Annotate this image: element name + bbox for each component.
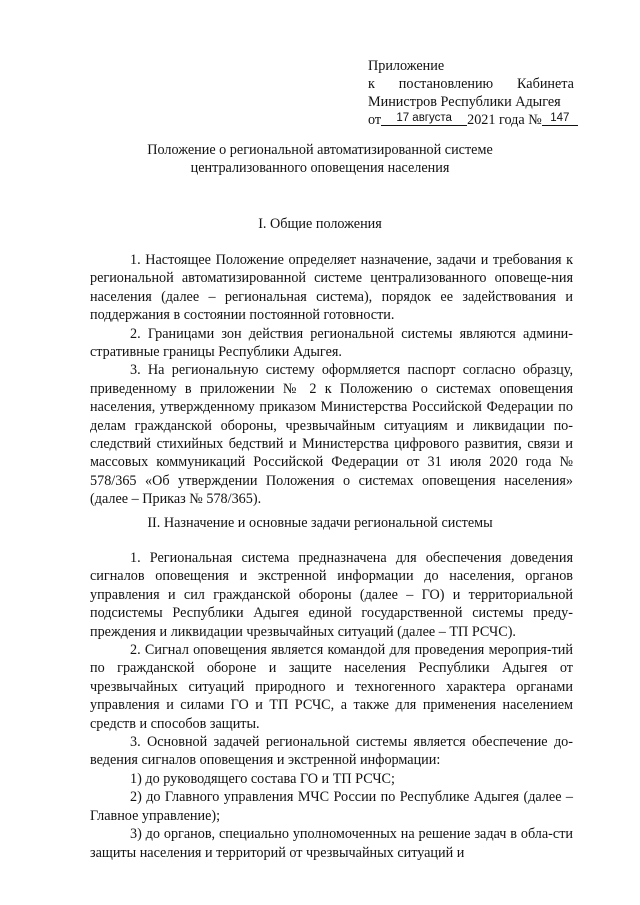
- appendix-number: 147: [542, 112, 578, 126]
- section-2-list-item: 2) до Главного управления МЧС России по Республике Адыгея (далее – Главное управление);: [90, 789, 573, 824]
- appendix-year: 2021 года №: [467, 112, 542, 128]
- appendix-resolution-line: [368, 75, 574, 93]
- section-1-body: [90, 251, 573, 509]
- section-2-paragraph: 1. Региональная система предназначена для обеспечения доведения сигналов оповещения и экстренной информации до населения, органов управления и сил гражданской обороны (далее – ГО) и территориальной подсистемы Республики Адыгея единой государственной системы преду-преждения и ликвидации чрезвычайных ситуаций (далее – ТП РСЧС).: [90, 550, 573, 640]
- appendix-date-line: [368, 111, 574, 129]
- section-2-list-item: 1) до руководящего состава ГО и ТП РСЧС;: [130, 770, 395, 787]
- section-2-heading: II. Назначение и основные задачи региональной системы: [147, 515, 493, 531]
- appendix-block: [368, 57, 574, 129]
- section-2-list-item: 3) до органов, специально уполномоченных на решение задач в обла-сти защиты населения и территорий от чрезвычайных ситуаций и: [90, 826, 573, 861]
- title-line-1: Положение о региональной автоматизированной системе: [147, 142, 493, 158]
- appendix-word-resolution: постановлению: [398, 76, 494, 92]
- appendix-prefix-from: от: [368, 112, 382, 128]
- document-title: [90, 141, 550, 177]
- section-1-heading: I. Общие положения: [258, 216, 382, 232]
- section-2-paragraph: 3. Основной задачей региональной системы является обеспечение до-ведения сигналов оповещения и экстренной информации:: [90, 734, 573, 769]
- appendix-label: Приложение: [368, 58, 445, 74]
- title-line-2: централизованного оповещения населения: [190, 160, 450, 176]
- section-2-paragraph: 2. Сигнал оповещения является командой для проведения мероприя-тий по гражданской обороне и защите населения Республики Адыгея от чрезвычайных ситуаций природного и техногенного характера органами управления и силами ГО и ТП РСЧС, а также для применения населением средств и способов защиты.: [90, 642, 573, 732]
- appendix-date: 17 августа: [381, 112, 467, 126]
- section-1-paragraph: 2. Границами зон действия региональной системы являются админи-стративные границы Республики Адыгея.: [90, 325, 573, 361]
- section-1-paragraph: 3. На региональную систему оформляется паспорт согласно образцу, приведенному в приложении № 2 к Положению о системах оповещения населения, утвержденному приказом Министерства Российской Федерации по делам гражданской обороны, чрезвычайным ситуациям и ликвидации по-следствий стихийных бедствий и Министерства цифрового развития, связи и массовых коммуникаций Российской Федерации от 31 июля 2020 года № 578/365 «Об утверждении Положения о системах оповещения населения» (далее – Приказ № 578/365).: [90, 362, 573, 508]
- appendix-word-cabinet: Кабинета: [517, 76, 574, 92]
- appendix-word-k: к: [368, 76, 375, 92]
- appendix-ministers-line: Министров Республики Адыгея: [368, 94, 561, 110]
- section-2-body: [90, 549, 573, 862]
- section-1-paragraph: 1. Настоящее Положение определяет назначение, задачи и требования к региональной автоматизированной системе централизованного оповеще-ния населения (далее – региональная система), порядок ее задействования и поддержания в состоянии постоянной готовности.: [90, 252, 573, 324]
